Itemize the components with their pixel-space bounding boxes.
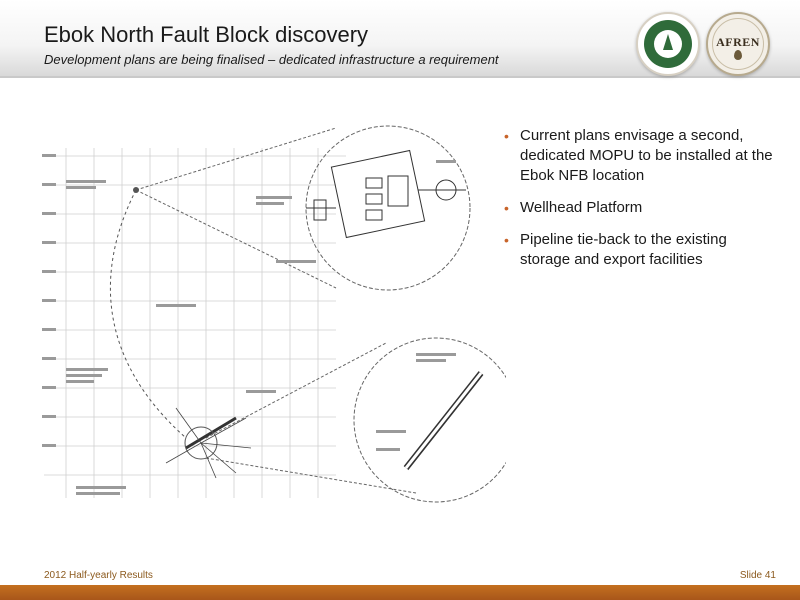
afren-logo (706, 12, 770, 76)
bullet-item (504, 230, 774, 270)
drawing-annotation-marks (66, 160, 456, 495)
seal-ring (644, 20, 692, 68)
radial-anchor-lines (166, 408, 251, 478)
bullet-text: Current plans envisage a second, dedicated MOPU to be installed at the Ebok NFB location (520, 127, 773, 184)
drawing-grid (44, 148, 346, 498)
afren-logo-text: AFREN (716, 35, 760, 49)
bullet-text: Pipeline tie-back to the existing storage and export facilities (520, 231, 727, 268)
bullet-text: Wellhead Platform (520, 199, 643, 216)
bullet-icon: • (504, 128, 509, 144)
footer-event-label: 2012 Half-yearly Results (44, 570, 153, 581)
slide-number: Slide 41 (739, 570, 776, 581)
bullet-item (504, 126, 774, 186)
bullet-icon: • (504, 232, 509, 248)
bullet-item (504, 198, 774, 218)
bullet-icon: • (504, 200, 509, 216)
footer-bar (0, 585, 800, 600)
engineering-site-plan-drawing (36, 118, 506, 518)
upper-detail-callout (136, 126, 470, 290)
bullet-list (504, 126, 774, 282)
slide-subtitle: Development plans are being finalised – dedicated infrastructure a requirement (44, 52, 499, 67)
slide-title: Ebok North Fault Block discovery (44, 22, 369, 47)
oil-derrick-icon (663, 34, 673, 50)
lower-detail-callout (185, 338, 506, 502)
header-divider (0, 76, 800, 78)
company-seal-logo (636, 12, 700, 76)
grid-tick-labels (42, 154, 56, 447)
oil-drop-icon (734, 50, 742, 60)
